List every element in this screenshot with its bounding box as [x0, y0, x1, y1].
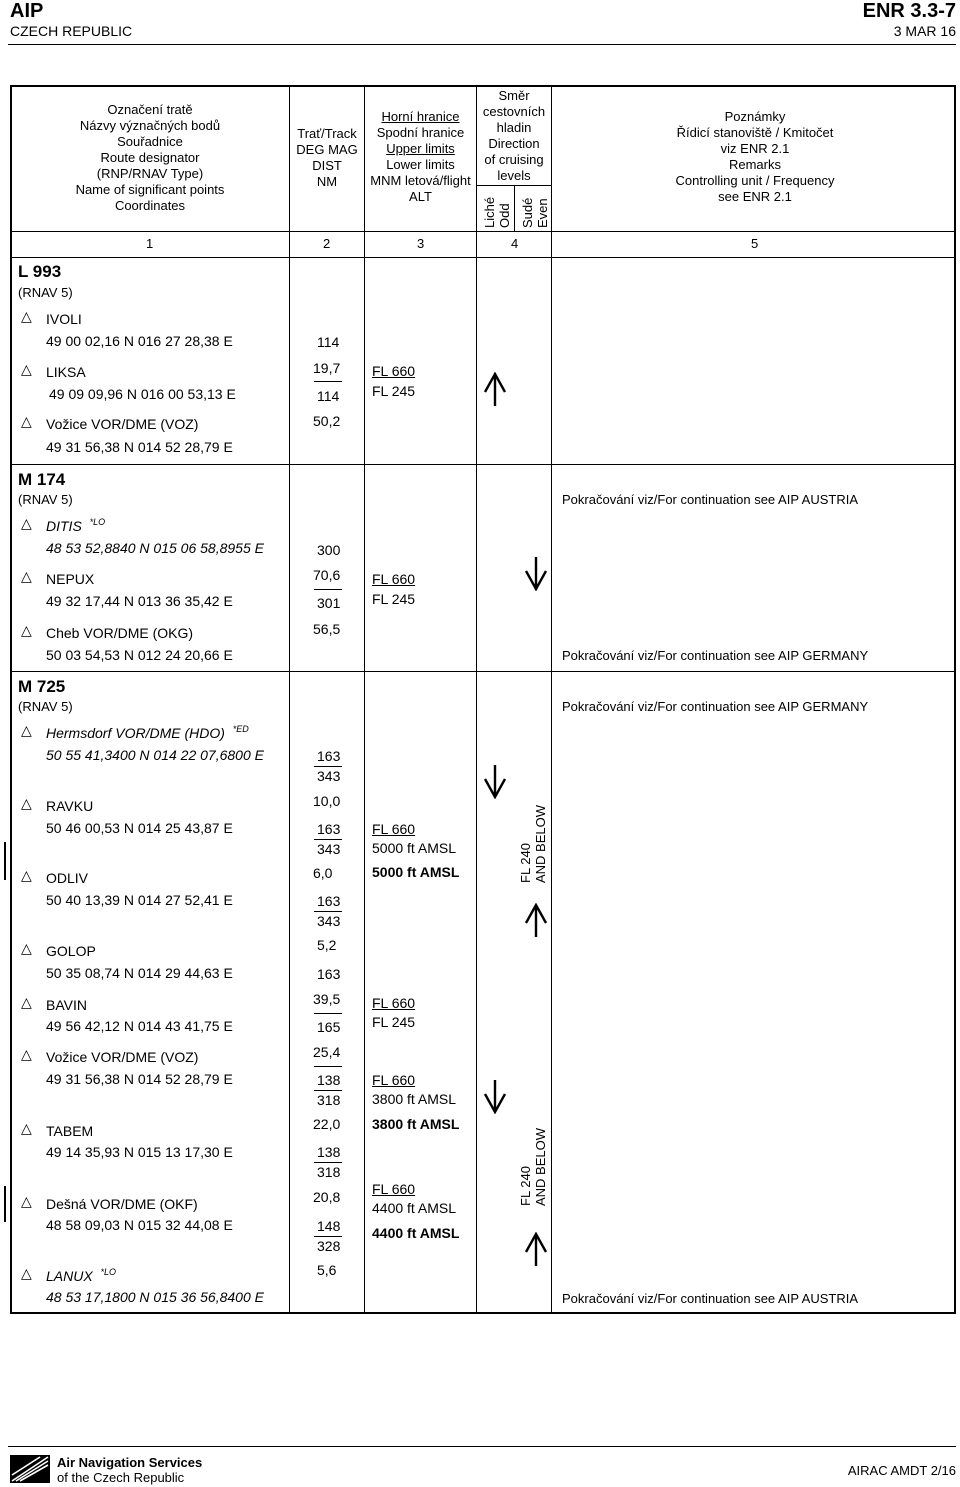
waypoint-coord: 50 46 00,53 N 014 25 43,87 E: [46, 820, 233, 836]
col-number-1: 1: [146, 236, 154, 251]
col-number-3: 3: [417, 236, 425, 251]
arrow-up-icon: [522, 1232, 550, 1268]
remark: Pokračování viz/For continuation see AIP AUSTRIA: [562, 492, 859, 507]
distance-value: 56,5: [313, 621, 341, 637]
lower-limit: FL 245: [372, 383, 416, 399]
track-value: 343: [317, 841, 341, 857]
waypoint-coord: 48 53 17,1800 N 015 36 56,8400 E: [46, 1289, 264, 1305]
distance-value: 6,0: [313, 865, 333, 881]
route-m174-name: M 174: [18, 470, 66, 489]
route-l993-name: L 993: [18, 262, 62, 281]
waypoint-name: Dešná VOR/DME (OKF): [46, 1196, 198, 1212]
triangle-icon: △: [21, 940, 32, 956]
col1-header: Označení tratě Názvy význačných bodů Souřadnice Route designator (RNP/RNAV Type) Name of significant points Coordinates: [75, 102, 225, 213]
upper-limit: FL 660: [372, 995, 416, 1011]
track-value: 114: [317, 388, 340, 404]
route-m174-type: (RNAV 5): [18, 492, 73, 507]
distance-value: 10,0: [313, 793, 341, 809]
track-value: 343: [317, 768, 341, 784]
waypoint-coord: 49 32 17,44 N 013 36 35,42 E: [46, 593, 233, 609]
route-l993-type: (RNAV 5): [18, 285, 73, 300]
waypoint-name: TABEM: [46, 1123, 94, 1139]
waypoint-name: BAVIN: [46, 997, 87, 1013]
waypoint-coord: 49 56 42,12 N 014 43 41,75 E: [46, 1018, 233, 1034]
country-label: CZECH REPUBLIC: [10, 23, 133, 39]
track-value: 163: [317, 966, 341, 982]
track-value: 138: [317, 1072, 341, 1088]
triangle-icon: △: [21, 1265, 32, 1281]
col2-header: Trať/Track DEG MAG DIST NM: [296, 126, 358, 189]
lower-limit: 4400 ft AMSL: [372, 1200, 457, 1216]
waypoint-coord: 50 40 13,39 N 014 27 52,41 E: [46, 892, 233, 908]
footer-amendment: AIRAC AMDT 2/16: [847, 1463, 956, 1478]
waypoint-coord: 49 00 02,16 N 016 27 28,38 E: [46, 333, 233, 349]
lower-limit: FL 245: [372, 1014, 416, 1030]
triangle-icon: △: [21, 413, 32, 429]
col4-header: Směr cestovních hladin Direction of cruising levels: [482, 88, 546, 183]
waypoint-name: GOLOP: [46, 943, 96, 959]
publication-date: 3 MAR 16: [893, 23, 956, 39]
odd-label: Liché Odd: [482, 196, 512, 228]
ans-logo-icon: [10, 1455, 50, 1483]
col-number-4: 4: [511, 236, 519, 251]
lower-limit: FL 245: [372, 591, 416, 607]
waypoint-coord: 49 14 35,93 N 015 13 17,30 E: [46, 1144, 233, 1160]
upper-limit: FL 660: [372, 363, 416, 379]
even-level-note: FL 240 AND BELOW: [518, 1127, 548, 1206]
lower-limit: 3800 ft AMSL: [372, 1091, 457, 1107]
triangle-icon: △: [21, 722, 32, 738]
distance-value: 39,5: [313, 991, 341, 1007]
waypoint-coord: 49 31 56,38 N 014 52 28,79 E: [46, 1071, 233, 1087]
upper-limit: FL 660: [372, 571, 416, 587]
distance-value: 25,4: [313, 1044, 341, 1060]
waypoint-name: NEPUX: [46, 571, 95, 587]
arrow-down-icon: [522, 555, 550, 591]
waypoint-coord: 49 09 09,96 N 016 00 53,13 E: [49, 386, 236, 402]
arrow-up-icon: [481, 372, 509, 408]
distance-value: 50,2: [313, 413, 341, 429]
col5-header: Poznámky Řídicí stanoviště / Kmitočet viz ENR 2.1 Remarks Controlling unit / Frequency see ENR 2.1: [675, 109, 835, 204]
upper-limit: FL 660: [372, 1181, 416, 1197]
track-value: 114: [317, 334, 340, 350]
change-bar: [4, 1186, 6, 1222]
track-value: 301: [317, 595, 341, 611]
waypoint-name: IVOLI: [46, 311, 82, 327]
upper-limit: FL 660: [372, 821, 416, 837]
lower-limit: 5000 ft AMSL: [372, 840, 457, 856]
triangle-icon: △: [21, 622, 32, 638]
distance-value: 70,6: [313, 567, 341, 583]
distance-value: 5,6: [317, 1262, 337, 1278]
distance-value: 5,2: [317, 937, 337, 953]
track-value: 318: [317, 1092, 341, 1108]
track-value: 163: [317, 748, 341, 764]
track-value: 163: [317, 893, 341, 909]
mnm-alt: 3800 ft AMSL: [372, 1116, 460, 1132]
distance-value: 19,7: [313, 360, 341, 376]
route-m725-name: M 725: [18, 677, 66, 696]
triangle-icon: △: [21, 568, 32, 584]
mnm-alt: 4400 ft AMSL: [372, 1225, 460, 1241]
waypoint-coord: 48 53 52,8840 N 015 06 58,8955 E: [46, 540, 264, 556]
arrow-down-icon: [481, 1078, 509, 1114]
triangle-icon: △: [21, 1120, 32, 1136]
page-number: ENR 3.3-7: [862, 0, 956, 22]
waypoint-coord: 50 03 54,53 N 012 24 20,66 E: [46, 647, 233, 663]
waypoint-name: RAVKU: [46, 798, 94, 814]
header-rule: [8, 44, 956, 45]
waypoint-coord: 50 55 41,3400 N 014 22 07,6800 E: [46, 747, 264, 763]
triangle-icon: △: [21, 867, 32, 883]
track-value: 318: [317, 1164, 341, 1180]
waypoint-coord: 48 58 09,03 N 015 32 44,08 E: [46, 1217, 233, 1233]
arrow-up-icon: [522, 903, 550, 939]
footer-org: Air Navigation Services of the Czech Republic: [57, 1455, 203, 1485]
track-value: 138: [317, 1144, 341, 1160]
triangle-icon: △: [21, 994, 32, 1010]
col-number-2: 2: [323, 236, 331, 251]
track-value: 328: [317, 1238, 341, 1254]
even-label: Sudé Even: [520, 197, 550, 228]
waypoint-coord: 49 31 56,38 N 014 52 28,79 E: [46, 439, 233, 455]
track-value: 343: [317, 913, 341, 929]
footer-rule: [8, 1446, 956, 1447]
col-number-5: 5: [751, 236, 759, 251]
arrow-down-icon: [481, 763, 509, 799]
track-value: 300: [317, 542, 341, 558]
waypoint-name: LANUX $^{*LO}$: [46, 1267, 116, 1284]
triangle-icon: △: [21, 1046, 32, 1062]
waypoint-name: Cheb VOR/DME (OKG): [46, 625, 194, 641]
waypoint-coord: 50 35 08,74 N 014 29 44,63 E: [46, 965, 233, 981]
triangle-icon: △: [21, 515, 32, 531]
remark: Pokračování viz/For continuation see AIP GERMANY: [562, 648, 869, 663]
triangle-icon: △: [21, 308, 32, 324]
waypoint-name: Vožice VOR/DME (VOZ): [46, 416, 199, 432]
upper-limit: FL 660: [372, 1072, 416, 1088]
change-bar: [4, 842, 6, 880]
even-level-note: FL 240 AND BELOW: [518, 804, 548, 883]
remark: Pokračování viz/For continuation see AIP AUSTRIA: [562, 1291, 859, 1306]
route-m725-type: (RNAV 5): [18, 699, 73, 714]
remark: Pokračování viz/For continuation see AIP GERMANY: [562, 699, 869, 714]
waypoint-name: LIKSA: [46, 364, 86, 380]
track-value: 163: [317, 821, 341, 837]
aip-title: AIP: [10, 0, 44, 22]
waypoint-name: Vožice VOR/DME (VOZ): [46, 1049, 199, 1065]
track-value: 148: [317, 1218, 341, 1234]
waypoint-name: DITIS $^{*LO}$: [46, 517, 106, 534]
triangle-icon: △: [21, 795, 32, 811]
waypoint-name: Hermsdorf VOR/DME (HDO) $^{*ED}$: [46, 724, 249, 741]
triangle-icon: △: [21, 361, 32, 377]
triangle-icon: △: [21, 1193, 32, 1209]
col3-header: Horní hranice Spodní hranice Upper limits Lower limits MNM letová/flight ALT: [370, 109, 471, 204]
mnm-alt: 5000 ft AMSL: [372, 864, 460, 880]
track-value: 165: [317, 1019, 341, 1035]
waypoint-name: ODLIV: [46, 870, 89, 886]
distance-value: 20,8: [313, 1189, 341, 1205]
distance-value: 22,0: [313, 1116, 341, 1132]
